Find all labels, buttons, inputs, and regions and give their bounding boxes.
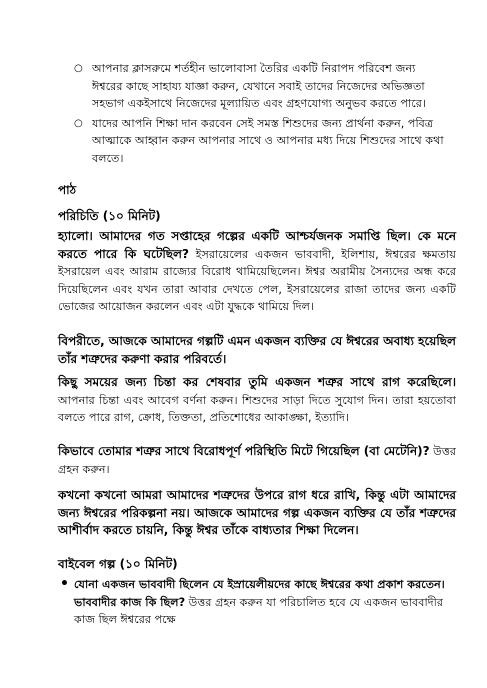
paragraph-5-bold: কখনো কখনো আমরা আমাদের শত্রুদের উপরে রাগ ধরে রাখি, কিন্তু এটা আমাদের জন্য ঈশ্বরের পরিকল্পনা নয়। আজকে আমাদের গল্প একজন ব্যক্তির যে তাঁর শত্রুদের আশীর্বাদ করতে চায়নি, কিন্তু ঈশ্বর তাঁকে বাধ্যতার শিক্ষা দিলেন। (58, 488, 456, 538)
paragraph-4-bold: কিভাবে তোমার শত্রুর সাথে বিরোধপূর্ণ পরিস্থিতি মিটে গিয়েছিল (বা মেটেনি)? (58, 444, 430, 458)
paragraph-3 (58, 374, 456, 427)
paragraph-2 (58, 333, 456, 368)
paragraph-3-bold: কিছু সময়ের জন্য চিন্তা কর শেষবার তুমি একজন শত্রুর সাথে রাগ করেছিলে। (58, 375, 456, 389)
paragraph-3-text: আপনার চিন্তা এবং আবেগ বর্ণনা করুন। শিশুদের সাড়া দিতে সুযোগ দিন। তারা হয়তোবা বলতে পারে রাগ, ক্রোধ, তিক্ততা, প্রতিশোধের আকাঙ্ক্ষা, ইত্যাদি। (58, 393, 456, 425)
list-item-text: আপনার ক্লাসরুমে শর্তহীন ভালোবাসা তৈরির একটি নিরাপদ পরিবেশ জন্য ঈশ্বরের কাছে সাহায্য যাজ্ঞা করুন, যেখানে সবাই তাদের নিজেদের অভিজ্ঞতা সহভাগ একইসাথে নিজেদের মূল্যায়িত এবং গ্রহণযোগ্য অনুভব করতে পারে। (92, 62, 426, 110)
lesson-heading: পাঠ (58, 183, 77, 197)
paragraph-4-text: উত্তর গ্রহন করুন। (58, 445, 456, 476)
paragraph-1 (58, 228, 456, 316)
circle-bullet-icon: ○ (74, 63, 83, 74)
list-item (74, 115, 446, 168)
list-item-text: যাদের আপনি শিক্ষা দান করবেন সেই সমস্ত শিশুদের জন্য প্রার্থনা করুন, পবিত্র আত্মাকে আহ্বান করুন আপনার সাথে ও আপনার মধ্য দিয়ে শিশুদের সাথে কথা বলতে। (92, 116, 444, 165)
intro-bullet-list (74, 60, 446, 167)
bullet-dot-icon: • (60, 576, 69, 592)
paragraph-1-text: ইসরায়েলের একজন ভাববাদী, ইলিশায়, ঈশ্বরের ক্ষমতায় ইসরায়েল এবং আরাম রাজ্যের বিরোধ থামিয়েছিলেন। ঈশ্বর অরামীয় সৈন্যদের অন্ধ করে দিয়েছিলেন এবং যখন তারা আবার দেখতে পেল, ইসরায়েলের রাজা তাদের জন্য একটি ভোজের আয়োজন করলেন এবং এটা যুদ্ধকে থামিয়ে দিল। (58, 247, 456, 314)
intro-heading: পরিচিতি (১০ মিনিট) (58, 209, 161, 223)
bible-bullet-bold: যোনা একজন ভাববাদী ছিলেন যে ইস্রায়েলীয়দের কাছে ঈশ্বরের কথা প্রকাশ করতেন। ভাববাদীর কাজ কি ছিল? (74, 578, 445, 609)
bible-bullet-text: উত্তর গ্রহন করুন যা পরিচালিত হবে যে একজন ভাববাদীর কাজ ছিল ঈশ্বরের পক্ষে (74, 595, 443, 627)
paragraph-2-bold: বিপরীতে, আজকে আমাদের গল্পটি এমন একজন ব্যক্তির যে ঈশ্বরের অবাধ্য হয়েছিল তাঁর শত্রুদের করুণা করার পরিবর্তে। (58, 334, 456, 366)
bible-bullet (60, 576, 456, 629)
list-item (74, 60, 446, 113)
circle-bullet-icon: ○ (74, 117, 83, 129)
bible-story-heading: বাইবেল গল্প (১০ মিনিট) (58, 557, 178, 571)
paragraph-5 (58, 487, 456, 540)
paragraph-4 (58, 443, 456, 478)
paragraph-1-bold: হ্যালো। আমাদের গত সপ্তাহের গল্পের একটি আশ্চর্যজনক সমাপ্তি ছিল। কে মনে করতে পারে কি ঘটেছিল? (58, 229, 456, 261)
